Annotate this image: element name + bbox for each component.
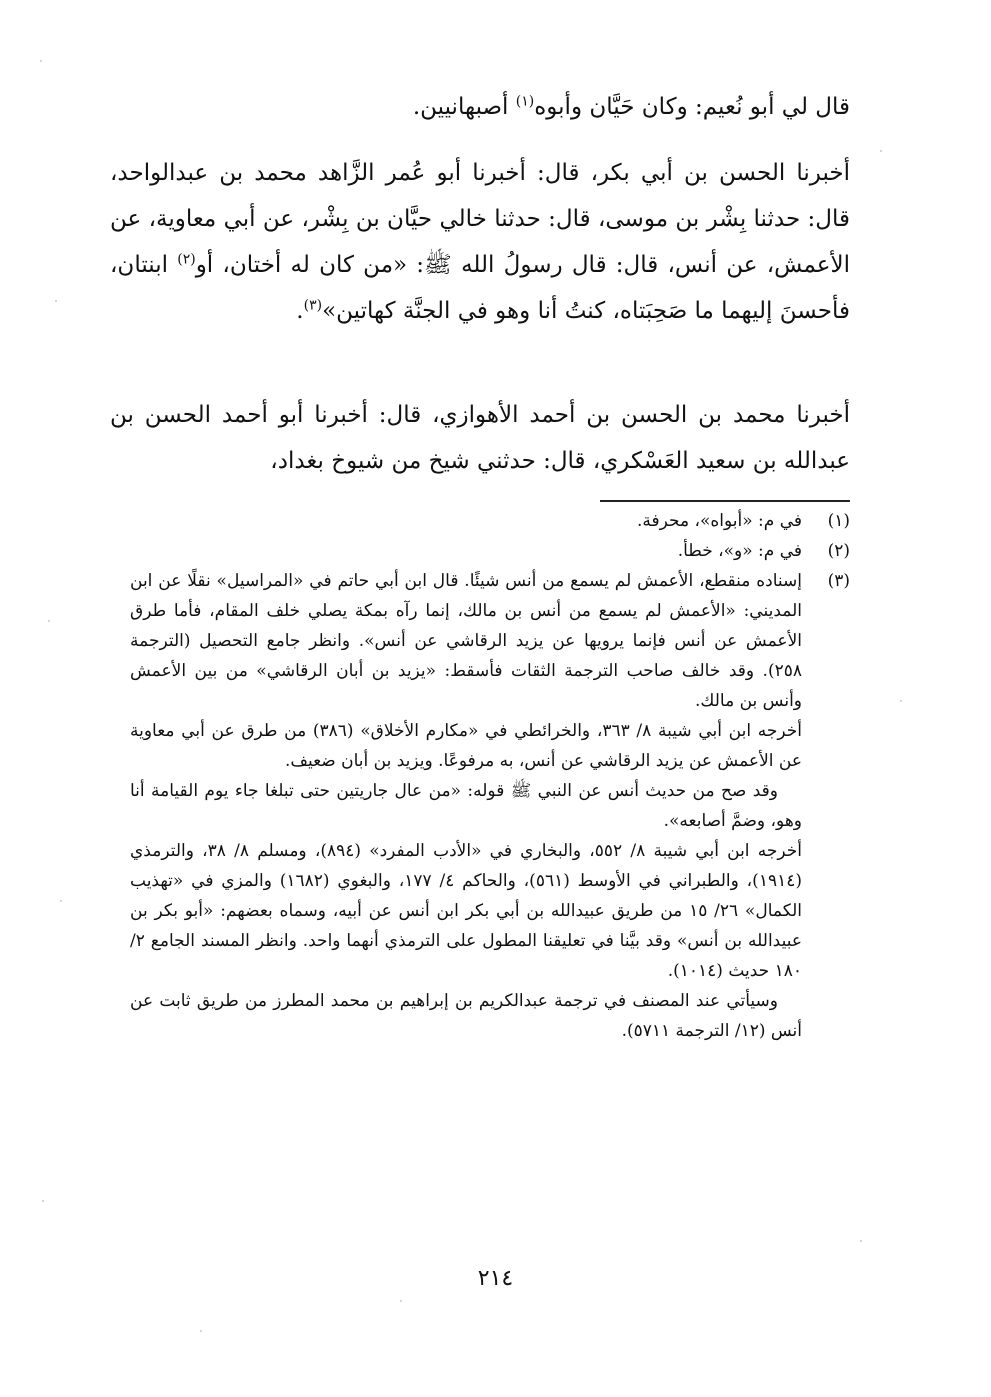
footnote-3-para-3: أخرجه ابن أبي شيبة ٨/ ٥٥٢، والبخاري في «الأدب المفرد» (٨٩٤)، ومسلم ٨/ ٣٨، والترمذي (١٩١٤)، والطبراني في الأوسط (٥٦١)، والحاكم ٤/ ١٧٧، والبغوي (١٦٨٢) والمزي في «تهذيب الكمال» ٢٦/ ١٥ من طريق عبيدالله بن أبي بكر ابن أنس عن أبيه، وسماه بعضهم: «أبو بكر بن عبيدالله بن أنس» وقد بيَّنا في تعليقنا المطول على الترمذي أنهما واحد. وانظر المسند الجامع ٢/ ١٨٠ حديث (١٠١٤). bbox=[130, 841, 802, 981]
line1-end: أصبهانيين. bbox=[412, 94, 516, 120]
footnote-separator bbox=[600, 500, 850, 502]
footnote-3-para-4: وسيأتي عند المصنف في ترجمة عبدالكريم بن إبراهيم بن محمد المطرز من طريق ثابت عن أنس (١٢/ الترجمة ٥٧١١). bbox=[130, 991, 802, 1041]
footnote-ref-2: (٢) bbox=[177, 251, 196, 268]
footnote-text: في م: «و»، خطأ. bbox=[677, 541, 802, 561]
footnote-number: (٢) bbox=[827, 541, 850, 561]
footnote-1 bbox=[130, 506, 850, 536]
line1-text: قال لي أبو نُعيم: وكان حَيَّان وأبوه bbox=[534, 94, 850, 120]
page-number: ٢١٤ bbox=[477, 1266, 514, 1291]
para1-text-b: ابنتان، فأحسنَ إليهما ما صَحِبَتاه، كنتُ أنا وهو في الجنَّة كهاتين» bbox=[110, 252, 850, 324]
para2-text: أخبرنا محمد بن الحسن بن أحمد الأهوازي، قال: أخبرنا أبو أحمد الحسن بن عبدالله بن سعيد العَسْكري، قال: حدثني شيخ من شيوخ بغداد، bbox=[110, 402, 850, 474]
main-paragraph-hadith bbox=[110, 150, 850, 334]
footnote-3-para-1: أخرجه ابن أبي شيبة ٨/ ٣٦٣، والخرائطي في «مكارم الأخلاق» (٣٨٦) من طرق عن أبي معاوية عن الأعمش عن يزيد الرقاشي عن أنس، به مرفوعًا. ويزيد بن أبان ضعيف. bbox=[130, 721, 802, 771]
para1-text-a: أخبرنا الحسن بن أبي بكر، قال: أخبرنا أبو عُمر الزَّاهد محمد بن عبدالواحد، قال: حدثنا بِشْر بن موسى، قال: حدثنا خالي حيَّان بن بِشْر، عن أبي معاوية، عن الأعمش، عن أنس، قال: قال رسولُ الله ﷺ: «من كان له أختان، أو bbox=[110, 160, 850, 278]
footnote-3 bbox=[130, 566, 850, 716]
footnote-number: (١) bbox=[827, 511, 850, 531]
footnote-2 bbox=[130, 536, 850, 566]
footnote-ref-1: (١) bbox=[515, 93, 535, 110]
footnote-number: (٣) bbox=[827, 571, 850, 591]
para1-end: . bbox=[296, 298, 304, 324]
footnote-3-continuation bbox=[130, 716, 802, 1046]
main-text-line1 bbox=[110, 84, 850, 130]
footnote-text: إسناده منقطع، الأعمش لم يسمع من أنس شيئًا. قال ابن أبي حاتم في «المراسيل» نقلًا عن ابن المديني: «الأعمش لم يسمع من أنس بن مالك، إنما رآه بمكة يصلي خلف المقام، فأما طرق الأعمش عن أنس فإنما يرويها عن يزيد الرقاشي عن أنس». وانظر جامع التحصيل (الترجمة ٢٥٨). وقد خالف صاحب الترجمة الثقات فأسقط: «يزيد بن أبان الرقاشي» من بين الأعمش وأنس بن مالك. bbox=[130, 571, 802, 711]
footnote-text: في م: «أبواه»، محرفة. bbox=[636, 511, 802, 531]
footnotes bbox=[130, 506, 850, 1046]
footnote-ref-3: (٣) bbox=[303, 297, 323, 314]
main-paragraph-isnad bbox=[110, 392, 850, 484]
footnote-3-para-2: وقد صح من حديث أنس عن النبي ﷺ قوله: «من عال جاريتين حتى تبلغا جاء يوم القيامة أنا وهو، وضمَّ أصابعه». bbox=[130, 781, 802, 831]
